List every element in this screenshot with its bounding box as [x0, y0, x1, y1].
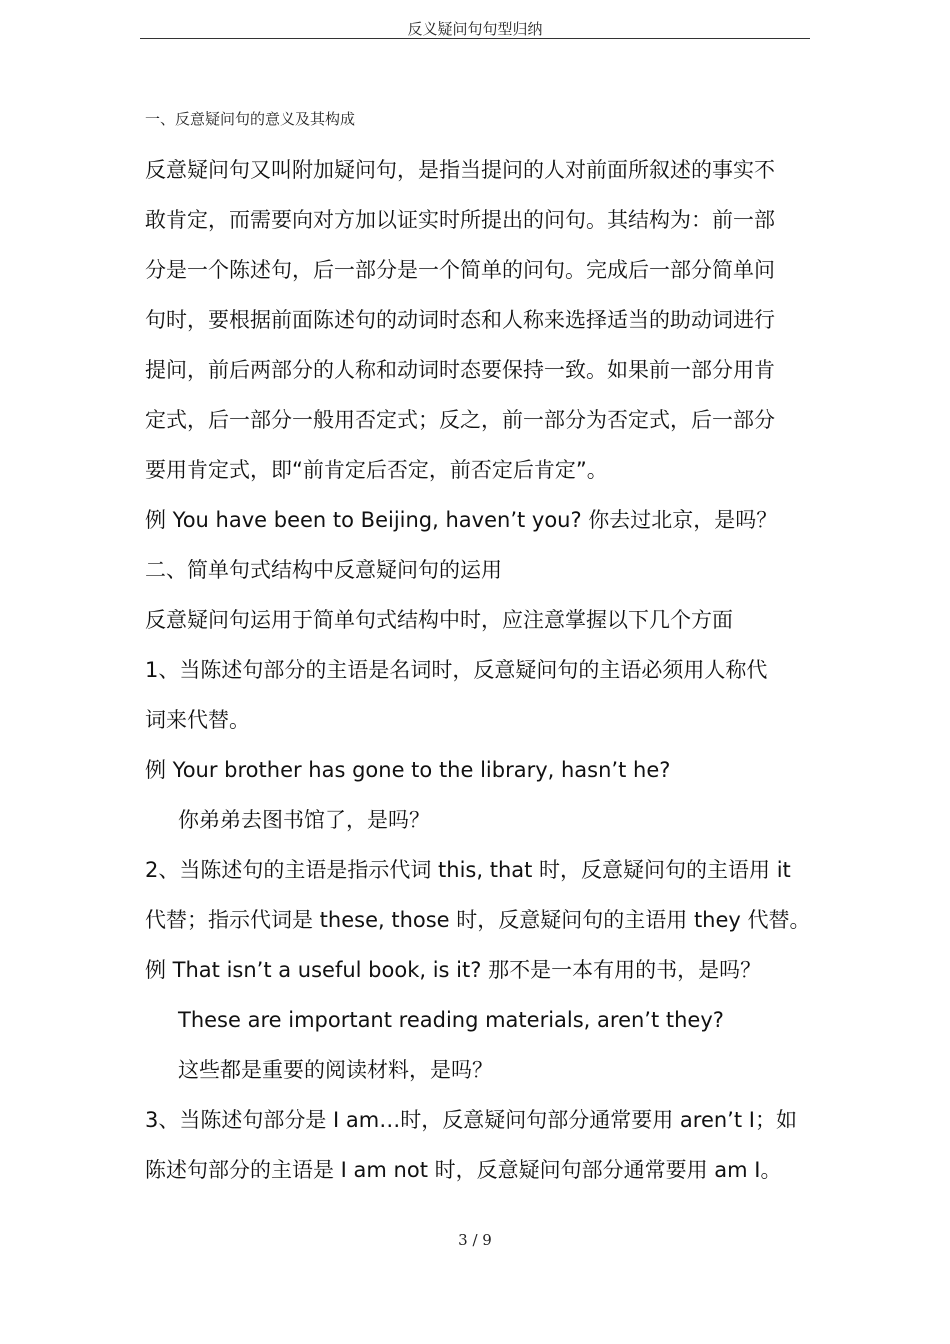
header-divider: [140, 38, 810, 39]
rule-item-1: 1、当陈述句部分的主语是名词时，反意疑问句的主语必须用人称代: [145, 658, 768, 682]
paragraph-line: 陈述句部分的主语是 I am not 时，反意疑问句部分通常要用 am I。: [145, 1158, 782, 1182]
paragraph-line: 代替；指示代词是 these, those 时，反意疑问句的主语用 they 代替。: [145, 908, 811, 932]
paragraph-line: 定式，后一部分一般用否定式；反之，前一部分为否定式，后一部分: [145, 408, 775, 432]
paragraph-line: 提问，前后两部分的人称和动词时态要保持一致。如果前一部分用肯: [145, 358, 775, 382]
example-line: 例 You have been to Beijing, haven’t you? 你去过北京，是吗？: [145, 508, 778, 532]
section-heading-2: 二、简单句式结构中反意疑问句的运用: [145, 558, 502, 582]
paragraph-line: 要用肯定式，即“前肯定后否定，前否定后肯定”。: [145, 458, 608, 482]
example-line: These are important reading materials, aren’t they?: [178, 1008, 724, 1032]
paragraph-line: 词来代替。: [145, 708, 250, 732]
document-header-title: 反义疑问句句型归纳: [407, 20, 543, 38]
paragraph-line: 分是一个陈述句，后一部分是一个简单的问句。完成后一部分简单问: [145, 258, 775, 282]
section-heading: 一、反意疑问句的意义及其构成: [145, 110, 356, 128]
example-line: 例 Your brother has gone to the library, hasn’t he?: [145, 758, 671, 782]
paragraph-line: 反意疑问句又叫附加疑问句，是指当提问的人对前面所叙述的事实不: [145, 158, 775, 182]
page-number: 3 / 9: [458, 1231, 492, 1249]
rule-item-3: 3、当陈述句部分是 I am…时，反意疑问句部分通常要用 aren’t I；如: [145, 1108, 797, 1132]
paragraph-line: 敢肯定，而需要向对方加以证实时所提出的问句。其结构为：前一部: [145, 208, 775, 232]
example-translation: 你弟弟去图书馆了，是吗？: [178, 808, 430, 832]
document-body: [145, 145, 825, 1195]
example-line: 例 That isn’t a useful book, is it? 那不是一本有用的书，是吗？: [145, 958, 762, 982]
paragraph-line: 句时，要根据前面陈述句的动词时态和人称来选择适当的助动词进行: [145, 308, 775, 332]
example-translation: 这些都是重要的阅读材料，是吗？: [178, 1058, 493, 1082]
rule-item-2: 2、当陈述句的主语是指示代词 this, that 时，反意疑问句的主语用 it: [145, 858, 791, 882]
paragraph-line: 反意疑问句运用于简单句式结构中时，应注意掌握以下几个方面: [145, 608, 733, 632]
